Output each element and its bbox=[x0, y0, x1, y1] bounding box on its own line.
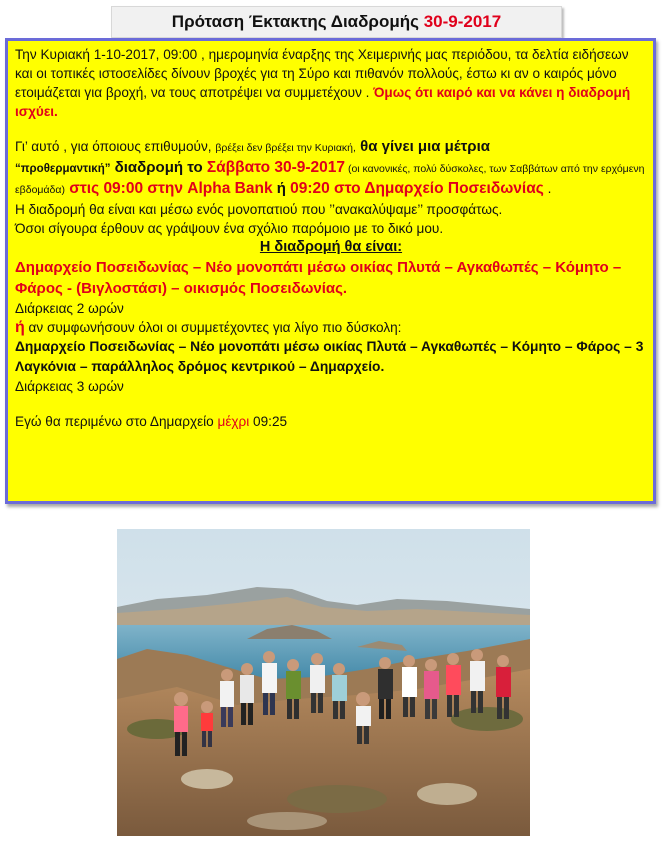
alternative-text: αν συμφωνήσουν όλοι οι συμμετέχοντες για λίγο πιο δύσκολη: bbox=[24, 320, 402, 335]
group-photo-illustration bbox=[117, 529, 530, 836]
para3-line2: Όσοι σίγουρα έρθουν ας γράψουν ένα σχόλιο παρόμοιο με το δικό μου. bbox=[15, 221, 444, 236]
saturday-paragraph bbox=[15, 137, 647, 200]
para2-small-note: βρέξει δεν βρέξει την Κυριακή, bbox=[215, 142, 356, 154]
route2-text: Δημαρχείο Ποσειδωνίας – Νέο μονοπάτι μέσω οικίας Πλυτά – Αγκαθωπές – Κόμητο – Φάρος – 3 Λαγκόνια – παράλληλος δρόμος κεντρικού – Δημαρχείο. bbox=[15, 339, 644, 374]
para2-lead: Γι’ αυτό , για όποιους επιθυμούν, bbox=[15, 139, 216, 154]
announcement-box bbox=[5, 38, 656, 504]
closing-until: μέχρι bbox=[217, 414, 250, 429]
title-date: 30-9-2017 bbox=[423, 12, 502, 31]
intro-emphasis: Όμως ότι καιρό και να κάνει η διαδρομή ισχύει. bbox=[15, 85, 631, 119]
para2-quoted: “προθερμαντική” bbox=[15, 163, 111, 175]
route1-duration: Διάρκειας 2 ωρών bbox=[15, 301, 124, 316]
para2-bold2: διαδρομή το bbox=[110, 159, 207, 176]
para2-or: ή bbox=[272, 180, 291, 197]
closing-lead: Εγώ θα περιμένω στο Δημαρχείο bbox=[15, 414, 218, 429]
group-photo bbox=[117, 529, 530, 836]
alternative-line bbox=[15, 318, 647, 337]
para2-meet1: στις 09:00 στην Alpha Bank bbox=[64, 180, 273, 197]
para2-meet2: 09:20 στο Δημαρχείο Ποσειδωνίας bbox=[290, 180, 544, 197]
intro-paragraph bbox=[15, 45, 647, 121]
title-text: Πρόταση Έκτακτης Διαδρομής bbox=[171, 12, 424, 31]
route2-duration: Διάρκειας 3 ωρών bbox=[15, 379, 124, 394]
closing-line bbox=[15, 412, 647, 431]
page-title bbox=[111, 6, 562, 38]
para2-day: Σάββατο 30-9-2017 bbox=[206, 159, 346, 176]
para3-line1: Η διαδρομή θα είναι και μέσω ενός μονοπατιού που ’’ανακαλύψαμε’’ προσφάτως. bbox=[15, 202, 503, 217]
route1-text: Δημαρχείο Ποσειδωνίας – Νέο μονοπάτι μέσω οικίας Πλυτά – Αγκαθωπές – Κόμητο – Φάρος - (Βιγλοστάσι) – οικισμός Ποσειδωνίας. bbox=[15, 259, 622, 297]
para2-bold1: θα γίνει μια μέτρια bbox=[355, 138, 490, 155]
route-heading: Η διαδρομή θα είναι: bbox=[259, 239, 403, 255]
closing-time: 09:25 bbox=[249, 414, 288, 429]
para2-tail: . bbox=[543, 181, 552, 196]
alternative-or: ή bbox=[15, 319, 25, 336]
intro-text: Την Κυριακή 1-10-2017, 09:00 , ημερομηνία έναρξης της Χειμερινής μας περιόδου, τα δελτία ειδήσεων και οι τοπικές ιστοσελίδες δίνουν βροχές για τη Σύρο και πιθανόν πολλούς, έστω κι αν ο καιρός μόνο ετοιμάζεται για βροχή, να τους αποτρέψει να συμμετέχουν . bbox=[15, 47, 629, 100]
para2-small-note2: (οι κανονικές, πολύ δύσκολες, των Σαββάτων από την ερχόμενη εβδομάδα) bbox=[15, 163, 645, 196]
